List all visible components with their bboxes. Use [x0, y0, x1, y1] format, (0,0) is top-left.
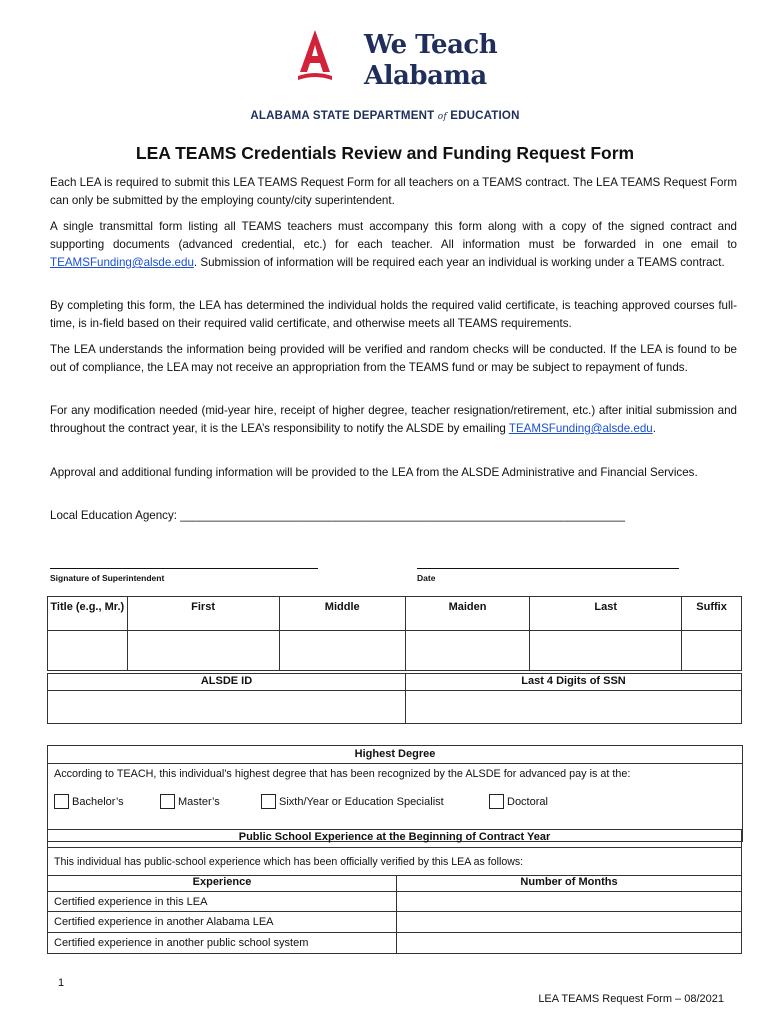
suffix-input-cell[interactable]: [682, 631, 742, 671]
ssn-header: Last 4 Digits of SSN: [406, 674, 742, 691]
dept-part-2: EDUCATION: [450, 110, 520, 122]
highest-degree-header: Highest Degree: [48, 746, 742, 764]
paragraph-5: [50, 402, 737, 438]
first-name-input-cell[interactable]: [127, 631, 279, 671]
last-column-header: Last: [530, 597, 682, 631]
email-link[interactable]: TEAMSFunding@alsde.edu: [50, 256, 194, 269]
alsde-id-header: ALSDE ID: [48, 674, 406, 691]
months-input-cell[interactable]: [397, 933, 742, 954]
experience-row-label: Certified experience in another Alabama LEA: [48, 912, 397, 933]
highest-degree-text: According to TEACH, this individual’s highest degree that has been recognized by the ALSDE for advanced pay is at the:: [54, 768, 631, 780]
title-column-header: Title (e.g., Mr.): [48, 597, 128, 631]
brand-name: [364, 30, 497, 92]
maiden-name-input-cell[interactable]: [405, 631, 529, 671]
degree-option-masters[interactable]: [160, 794, 220, 809]
ssn-input-cell[interactable]: [406, 691, 742, 724]
superintendent-signature-label: Signature of Superintendent: [50, 573, 165, 583]
superintendent-signature-line[interactable]: [50, 567, 318, 569]
last-name-input-cell[interactable]: [530, 631, 682, 671]
alsde-id-input-cell[interactable]: [48, 691, 406, 724]
highest-degree-section: [47, 745, 743, 842]
checkbox[interactable]: [489, 794, 504, 809]
title-input-cell[interactable]: [48, 631, 128, 671]
months-column-header: Number of Months: [397, 876, 742, 892]
experience-column-header: Experience: [48, 876, 397, 892]
experience-table: [47, 829, 742, 954]
brand-line-1: We Teach: [364, 30, 498, 60]
dept-of: of: [437, 112, 447, 122]
lea-field[interactable]: [50, 509, 625, 522]
suffix-column-header: Suffix: [682, 597, 742, 631]
lea-field-label: Local Education Agency:: [50, 509, 177, 522]
dept-part-1: ALABAMA STATE DEPARTMENT: [250, 110, 435, 122]
paragraph-5-text-end: .: [652, 422, 656, 435]
paragraph-1: Each LEA is required to submit this LEA TEAMS Request Form for all teachers on a TEAMS contract. The LEA TEAMS Request Form can only be submitted by the employing county/city superintendent.: [50, 176, 737, 207]
first-column-header: First: [127, 597, 279, 631]
degree-option-bachelors[interactable]: [54, 794, 124, 809]
paragraph-4: The LEA understands the information being provided will be verified and random checks will be conducted. If the LEA is found to be out of compliance, the LEA may not receive an appropriation from the TEAMS fund or may be subject to repayment of funds.: [50, 343, 737, 374]
checkbox[interactable]: [261, 794, 276, 809]
paragraph-2-text-end: . Submission of information will be required each year an individual is working under a TEAMS contract.: [193, 256, 725, 269]
degree-option-doctoral[interactable]: [489, 794, 548, 809]
brand-line-2: Alabama: [364, 61, 487, 91]
paragraph-6: Approval and additional funding information will be provided to the LEA from the ALSDE Administrative and Financial Services.: [50, 466, 698, 479]
alabama-a-icon: [294, 30, 336, 84]
middle-column-header: Middle: [279, 597, 405, 631]
middle-name-input-cell[interactable]: [279, 631, 405, 671]
paragraph-2-text: A single transmittal form listing all TEAMS teachers must accompany this form along with a copy of the signed contract and supporting documents (advanced credential, etc.) for each teacher. All information must be forwarded in one email to: [50, 220, 737, 251]
name-table: [47, 596, 742, 671]
degree-option-label: Doctoral: [507, 795, 548, 808]
maiden-column-header: Maiden: [405, 597, 529, 631]
department-name: [0, 110, 770, 122]
experience-header: Public School Experience at the Beginning of Contract Year: [48, 830, 742, 848]
we-teach-alabama-logo: [294, 30, 524, 90]
checkbox[interactable]: [54, 794, 69, 809]
degree-option-label: Sixth/Year or Education Specialist: [279, 795, 444, 808]
email-link[interactable]: TEAMSFunding@alsde.edu: [508, 422, 653, 435]
date-line[interactable]: [417, 567, 679, 569]
date-label: Date: [417, 573, 436, 583]
degree-option-label: Master’s: [178, 795, 220, 808]
experience-row-label: Certified experience in another public school system: [48, 933, 397, 954]
months-input-cell[interactable]: [397, 912, 742, 933]
page-title: LEA TEAMS Credentials Review and Funding Request Form: [135, 143, 635, 163]
experience-text: This individual has public-school experience which has been officially verified by this LEA as follows:: [48, 848, 742, 876]
experience-row-label: Certified experience in this LEA: [48, 892, 397, 912]
lea-field-blank[interactable]: _____________________________________________________________________: [180, 509, 626, 522]
paragraph-3: By completing this form, the LEA has determined the individual holds the required valid certificate, is teaching approved courses full-time, is in-field based on their required valid certificate, and otherwise meets all TEAMS requirements.: [50, 299, 737, 330]
paragraph-5-text: For any modification needed (mid-year hire, receipt of higher degree, teacher resignation/retirement, etc.) after initial submission and throughout the contract year, it is the LEA’s responsibility to notify the ALSDE by emailing: [50, 404, 737, 435]
degree-option-specialist[interactable]: [261, 794, 444, 809]
checkbox[interactable]: [160, 794, 175, 809]
footer-form-id: LEA TEAMS Request Form – 08/2021: [538, 993, 724, 1005]
months-input-cell[interactable]: [397, 892, 742, 912]
degree-option-label: Bachelor’s: [72, 795, 124, 808]
paragraph-2: [50, 218, 737, 272]
page-number: 1: [58, 977, 65, 989]
id-table: [47, 673, 742, 724]
